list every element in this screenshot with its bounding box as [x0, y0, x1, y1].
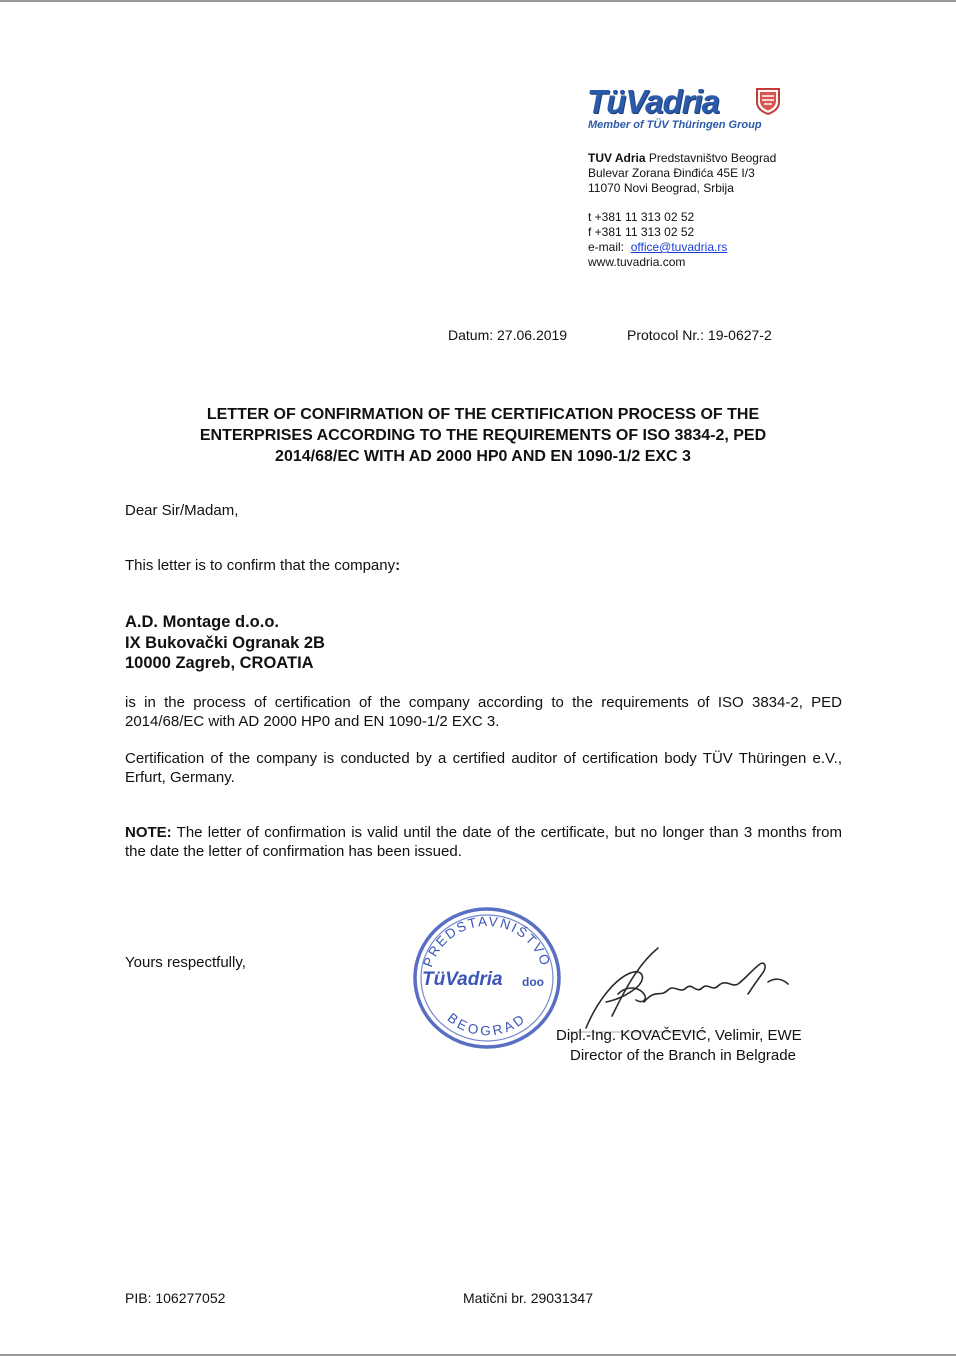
document-date: Datum: 27.06.2019	[448, 327, 568, 343]
page-top-edge	[0, 0, 956, 2]
city-line: 11070 Novi Beograd, Srbija	[588, 181, 734, 195]
stamp-suffix: doo	[522, 975, 544, 989]
protocol-number: Protocol Nr.: 19-0627-2	[627, 327, 772, 343]
closing: Yours respectfully,	[125, 954, 246, 971]
stamp-bottom-path: BEOGRAD	[444, 1010, 530, 1039]
signer-name: Dipl.-Ing. KOVAČEVIĆ, Velimir, EWE	[556, 1027, 802, 1044]
stamp-brand: TüVadria	[422, 969, 503, 990]
letter-title	[150, 404, 816, 467]
intro-text: This letter is to confirm that the company	[125, 557, 396, 574]
org-line	[588, 151, 776, 166]
sender-address-block	[588, 151, 776, 270]
title-line-1: LETTER OF CONFIRMATION OF THE CERTIFICATION PROCESS OF THE	[206, 406, 760, 423]
phone-line: t +381 11 313 02 52	[588, 210, 695, 224]
note-paragraph	[125, 823, 842, 861]
company-street: IX Bukovački Ogranak 2B	[125, 633, 325, 652]
logo-wordmark: TüVadria	[587, 83, 719, 120]
intro-colon: :	[395, 557, 401, 574]
org-branch: Predstavništvo Beograd	[645, 151, 777, 165]
stamp-top-text: PREDSTAVNIŠTVO	[420, 913, 554, 970]
signer-role: Director of the Branch in Belgrade	[570, 1047, 796, 1064]
logo-tagline: Member of TÜV Thüringen Group	[588, 119, 762, 131]
crest-icon	[755, 87, 781, 115]
auditor-paragraph: Certification of the company is conducted by a certified auditor of certification body TÜV Thüringen e.V., Erfurt, Germany.	[125, 750, 842, 786]
company-block	[125, 612, 325, 674]
handwritten-signature	[556, 944, 796, 1036]
title-line-3: 2014/68/EC WITH AD 2000 HP0 AND EN 1090-1/2 EXC 3	[275, 448, 691, 465]
company-city: 10000 Zagreb, CROATIA	[125, 654, 314, 672]
note-label: NOTE:	[125, 824, 172, 841]
org-name: TUV Adria	[588, 151, 646, 165]
intro-line	[125, 556, 400, 575]
fax-line: f +381 11 313 02 52	[588, 225, 695, 239]
signer-block	[556, 1026, 802, 1066]
email-label: e-mail:	[588, 240, 625, 254]
title-line-2: ENTERPRISES ACCORDING TO THE REQUIREMENTS OF ISO 3834-2, PED	[199, 427, 767, 444]
company-name: A.D. Montage d.o.o.	[125, 613, 279, 631]
note-text: The letter of confirmation is valid until the date of the certificate, but no longer than 3 months from the date the letter of confirmation has been issued.	[125, 824, 842, 860]
email-line	[588, 240, 776, 255]
tuv-adria-logo	[587, 84, 787, 136]
certification-paragraph: is in the process of certification of the company according to the requirements of ISO 3834-2, PED 2014/68/EC with AD 2000 HP0 and EN 1090-1/2 EXC 3.	[125, 694, 842, 730]
website-line: www.tuvadria.com	[588, 255, 686, 269]
street-line: Bulevar Zorana Đinđića 45E I/3	[588, 166, 755, 180]
email-link[interactable]: office@tuvadria.rs	[630, 240, 728, 254]
salutation: Dear Sir/Madam,	[125, 502, 239, 519]
footer-registration-number: Matični br. 29031347	[463, 1290, 593, 1306]
footer-pib: PIB: 106277052	[125, 1290, 226, 1306]
official-stamp	[408, 904, 566, 1052]
